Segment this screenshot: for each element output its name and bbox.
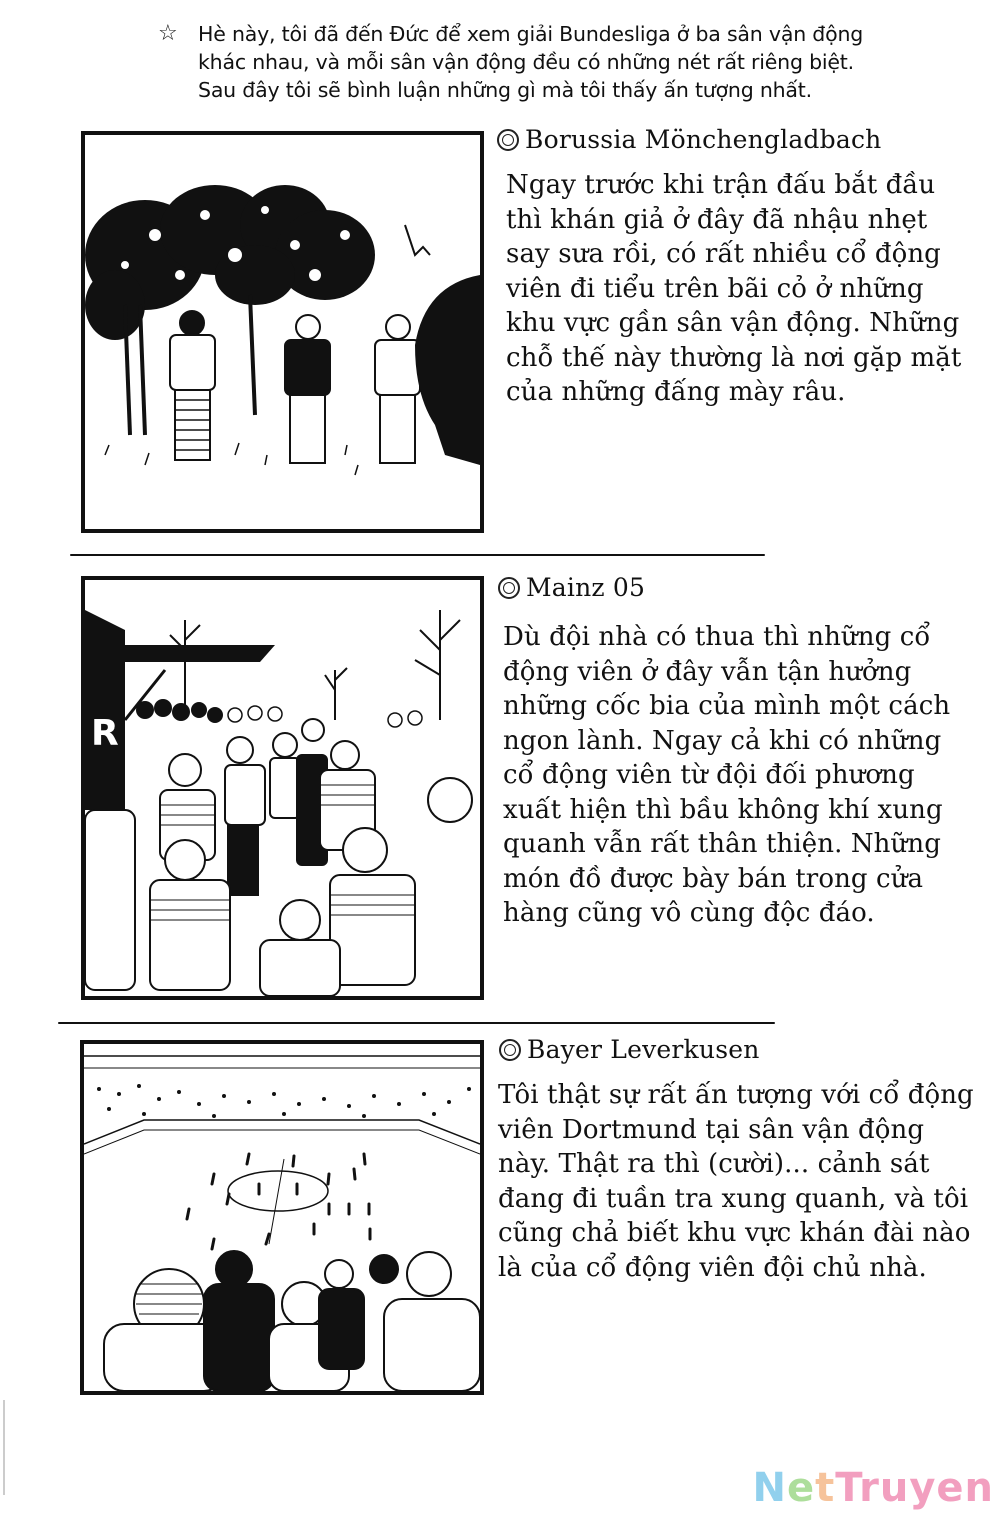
section-title: Bayer Leverkusen	[527, 1035, 760, 1064]
star-icon: ☆	[158, 21, 178, 46]
intro-paragraph	[158, 20, 898, 104]
trees-men-illustration	[85, 135, 480, 529]
section-mainz	[498, 572, 950, 931]
body-line: chỗ thế này thường là nơi gặp mặt	[506, 342, 962, 373]
body-line: đang đi tuần tra xung quanh, và tôi	[498, 1183, 969, 1214]
body-line: động viên ở đây vẫn tận hưởng	[503, 656, 912, 687]
body-line: ngon lành. Ngay cả khi có những	[503, 725, 942, 756]
section-body	[498, 1078, 974, 1285]
body-line: thì khán giả ở đây đã nhậu nhẹt	[506, 204, 928, 235]
body-line: cổ động viên từ đội đối phương	[503, 760, 915, 790]
logo-part: t	[815, 1465, 836, 1511]
crowd-illustration	[85, 580, 480, 996]
body-line: Ngay trước khi trận đấu bắt đầu	[506, 170, 936, 200]
body-line: viên đi tiểu trên bãi cỏ ở những	[506, 273, 924, 304]
section-leverkusen	[499, 1034, 974, 1285]
panel-mainz	[81, 576, 484, 1000]
panel-leverkusen	[80, 1040, 484, 1395]
body-line: hàng cũng vô cùng độc đáo.	[503, 898, 875, 928]
section-title: Borussia Mönchengladbach	[525, 125, 882, 154]
section-divider	[58, 1022, 775, 1024]
svg-text:R: R	[91, 713, 119, 754]
bullseye-icon	[497, 129, 519, 151]
body-line: của những đấng mày râu.	[506, 377, 846, 407]
body-line: viên Dortmund tại sân vận động	[498, 1114, 925, 1145]
body-line: say sưa rồi, có rất nhiều cổ động	[506, 239, 941, 269]
section-borussia	[497, 124, 961, 410]
body-line: cũng chả biết khu vực khán đài nào	[498, 1218, 971, 1248]
body-line: khu vực gần sân vận động. Những	[506, 308, 960, 338]
body-line: Tôi thật sự rất ấn tượng với cổ động	[498, 1080, 974, 1110]
panel-borussia	[81, 131, 484, 533]
section-heading	[499, 1034, 974, 1066]
body-line: món đồ được bày bán trong cửa	[503, 863, 924, 894]
logo-part: N	[752, 1465, 787, 1511]
intro-line: Sau đây tôi sẽ bình luận những gì mà tôi thấy ấn tượng nhất.	[198, 78, 812, 102]
stadium-illustration	[84, 1044, 480, 1391]
section-title: Mainz 05	[526, 573, 646, 602]
page-edge-line	[3, 1400, 5, 1495]
section-heading	[497, 124, 961, 156]
logo-part: Truyen	[835, 1465, 994, 1511]
section-heading	[498, 572, 950, 604]
section-body	[506, 168, 961, 410]
body-line: những cốc bia của mình một cách	[503, 691, 951, 721]
nettruyen-watermark-logo	[752, 1465, 994, 1511]
body-line: xuất hiện thì bầu không khí xung	[503, 794, 943, 825]
body-line: là của cổ động viên đội chủ nhà.	[498, 1252, 927, 1283]
section-divider	[70, 554, 765, 556]
section-body	[503, 620, 950, 931]
bullseye-icon	[498, 577, 520, 599]
logo-part: e	[786, 1465, 816, 1511]
intro-line: khác nhau, và mỗi sân vận động đều có những nét rất riêng biệt.	[198, 50, 854, 74]
intro-line: Hè này, tôi đã đến Đức để xem giải Bundesliga ở ba sân vận động	[198, 22, 864, 46]
bullseye-icon	[499, 1039, 521, 1061]
body-line: quanh vẫn rất thân thiện. Những	[503, 829, 941, 859]
body-line: Dù đội nhà có thua thì những cổ	[503, 622, 931, 652]
body-line: này. Thật ra thì (cười)... cảnh sát	[498, 1149, 930, 1179]
